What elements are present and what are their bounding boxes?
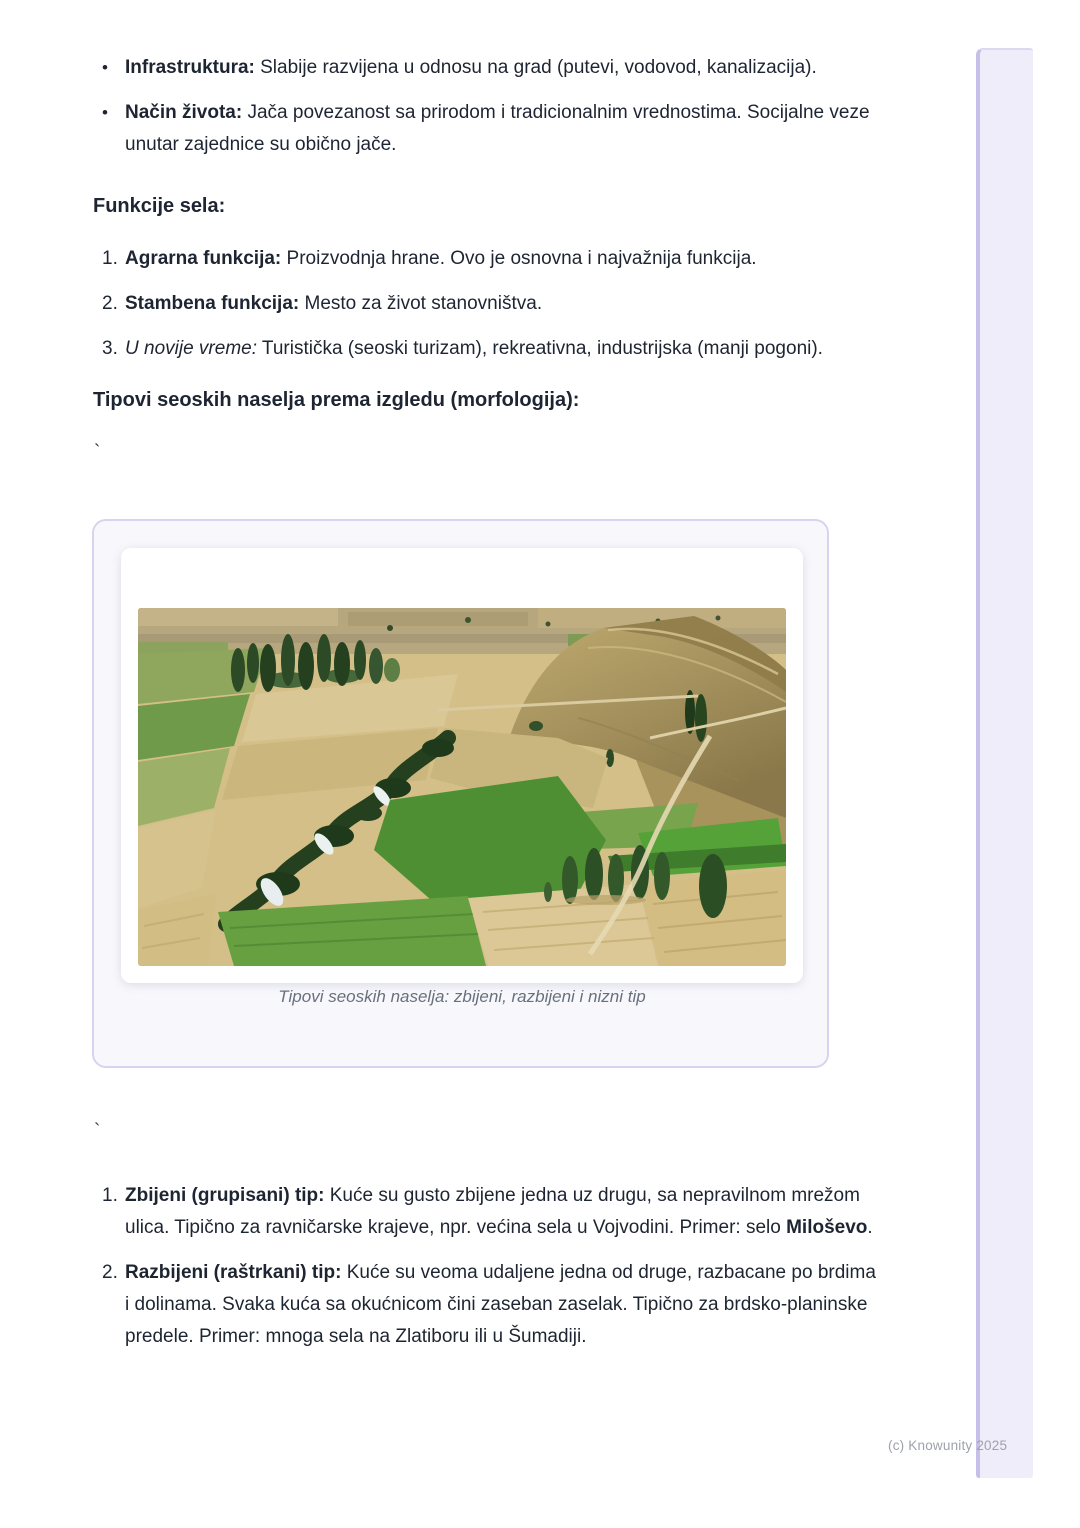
list-item	[92, 52, 892, 84]
bullet-list	[92, 52, 892, 161]
list-text	[125, 243, 883, 275]
page-edge-scroll-strip[interactable]	[976, 48, 1033, 1478]
stray-backtick: `	[94, 1121, 101, 1142]
list-item	[92, 97, 892, 161]
list-number: 2.	[102, 1262, 118, 1283]
bullet-lead: Infrastruktura:	[125, 57, 255, 78]
list-text	[125, 1180, 883, 1244]
tipovi-list	[92, 1180, 892, 1353]
list-item	[92, 333, 892, 365]
list-item	[92, 288, 892, 320]
list-emphasis: Miloševo	[786, 1217, 868, 1238]
list-lead: Agrarna funkcija:	[125, 248, 282, 269]
list-rest: Mesto za život stanovništva.	[299, 293, 543, 314]
list-lead: Razbijeni (raštrkani) tip:	[125, 1262, 342, 1283]
list-rest: Turistička (seoski turizam), rekreativna, industrijska (manji pogoni).	[257, 338, 823, 359]
list-rest: Kuće su gusto zbijene jedna uz drugu, sa nepravilnom mrežom ulica. Tipično za ravničarske krajeve, npr. većina sela u Vojvodini. Primer: selo	[125, 1185, 860, 1238]
bullet-text	[125, 97, 883, 161]
list-item	[92, 1180, 892, 1244]
list-tail: .	[867, 1217, 873, 1238]
list-lead: Zbijeni (grupisani) tip:	[125, 1185, 325, 1206]
bullet-rest: Jača povezanost sa prirodom i tradicionalnim vrednostima. Socijalne veze unutar zajednice su obično jače.	[125, 102, 870, 155]
figure-panel	[121, 548, 803, 1006]
stray-backtick: `	[94, 442, 101, 463]
figure-caption: Tipovi seoskih naselja: zbijeni, razbijeni i nizni tip	[278, 987, 646, 1006]
bullet-icon: •	[102, 103, 108, 122]
section-heading-tipovi: Tipovi seoskih naselja prema izgledu (morfologija):	[93, 389, 580, 411]
list-text	[125, 288, 883, 320]
list-number: 1.	[102, 1185, 118, 1206]
list-number: 3.	[102, 338, 118, 359]
bullet-icon: •	[102, 58, 108, 77]
funkcije-list	[92, 243, 892, 365]
bullet-text	[125, 52, 883, 84]
document-page	[92, 52, 892, 1366]
list-text	[125, 333, 883, 365]
list-number: 1.	[102, 248, 118, 269]
knowunity-watermark: (c) Knowunity 2025	[888, 1438, 1008, 1453]
list-lead-italic: U novije vreme:	[125, 338, 257, 359]
list-item	[92, 243, 892, 275]
figure-card	[92, 519, 829, 1068]
aerial-fields-illustration	[138, 608, 786, 966]
list-rest: Kuće su veoma udaljene jedna od druge, razbacane po brdima i dolinama. Svaka kuća sa okućnicom čini zaseban zaselak. Tipično za brdsko-planinske predele. Primer: mnoga sela na Zlatiboru ili u Šumadiji.	[125, 1262, 876, 1347]
list-rest: Proizvodnja hrane. Ovo je osnovna i najvažnija funkcija.	[281, 248, 757, 269]
list-lead: Stambena funkcija:	[125, 293, 300, 314]
list-item	[92, 1257, 892, 1353]
village-types-photo[interactable]	[138, 608, 786, 966]
list-number: 2.	[102, 293, 118, 314]
bullet-rest: Slabije razvijena u odnosu na grad (putevi, vodovod, kanalizacija).	[254, 57, 817, 78]
section-heading-funkcije: Funkcije sela:	[93, 195, 226, 217]
list-text	[125, 1257, 883, 1353]
bullet-lead: Način života:	[125, 102, 243, 123]
